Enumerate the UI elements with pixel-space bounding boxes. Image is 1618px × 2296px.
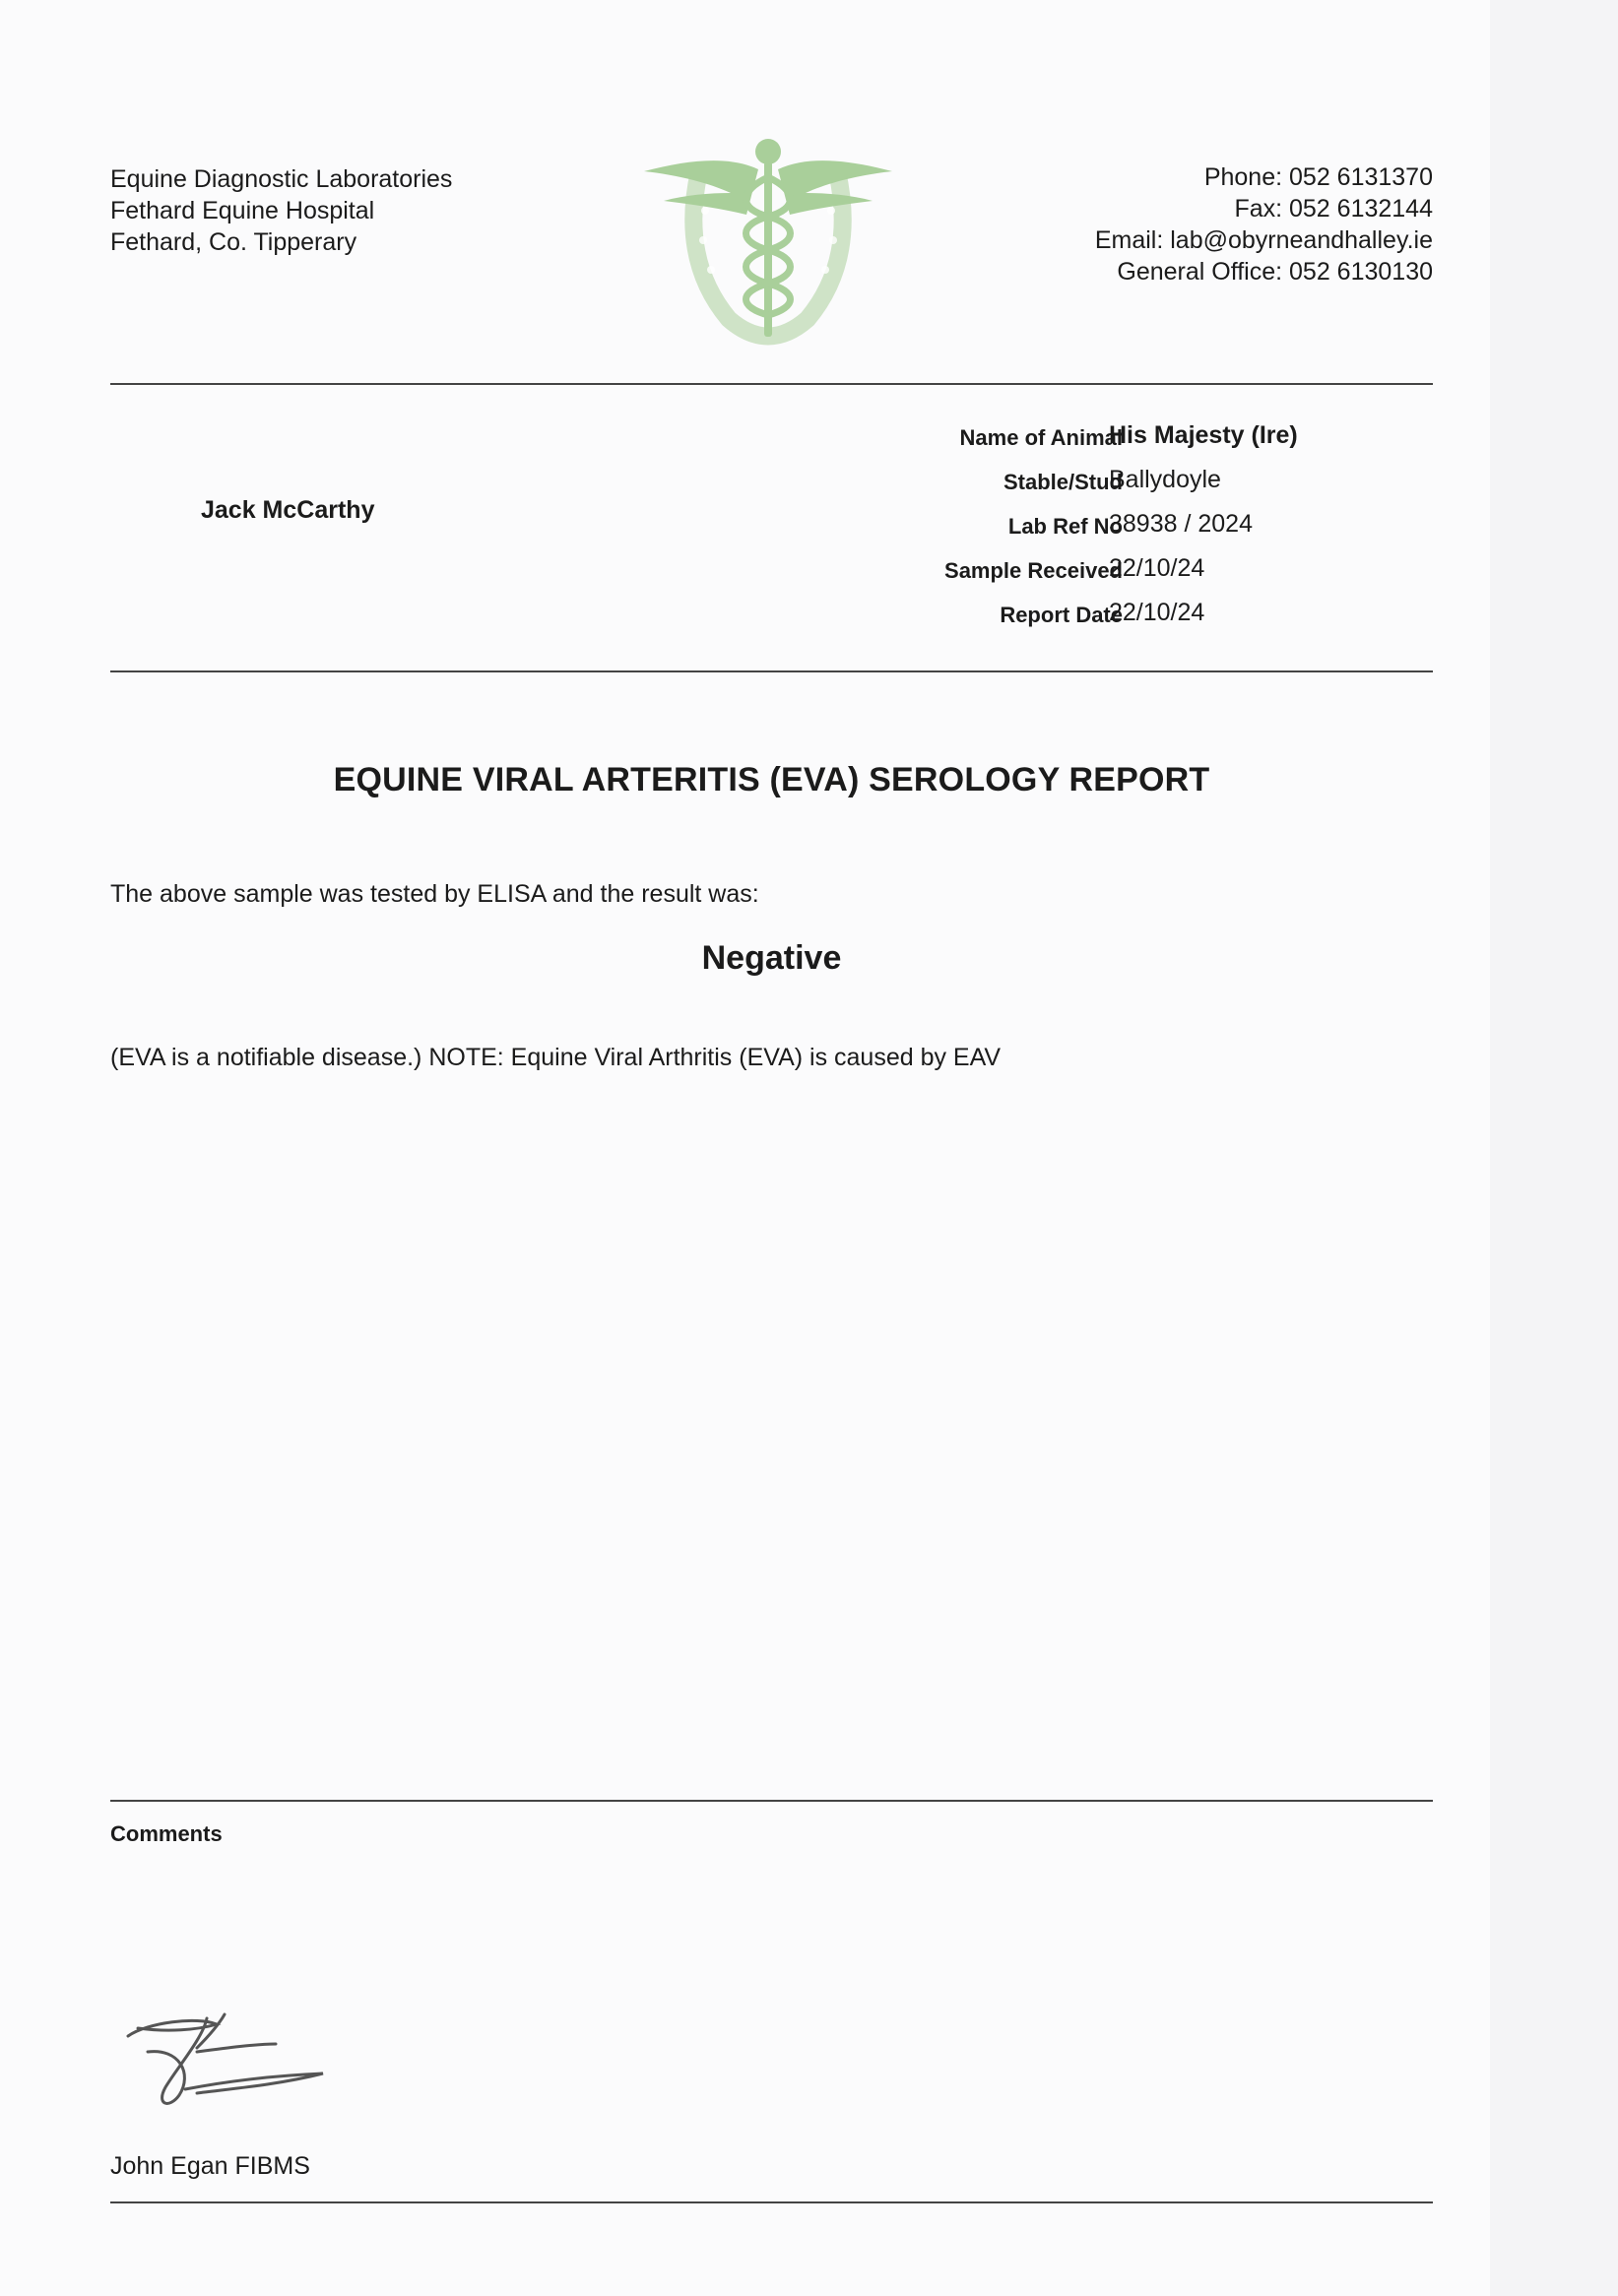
detail-value: His Majesty (Ire) xyxy=(1109,421,1298,449)
lab-hospital: Fethard Equine Hospital xyxy=(110,197,375,224)
detail-value: 22/10/24 xyxy=(1109,554,1205,582)
client-name: Jack McCarthy xyxy=(201,496,375,524)
detail-value: 38938 / 2024 xyxy=(1109,510,1253,538)
report-title: EQUINE VIRAL ARTERITIS (EVA) SEROLOGY REPORT xyxy=(333,761,1210,798)
lab-address xyxy=(110,163,452,258)
detail-label: Sample Received xyxy=(944,558,1123,583)
details-divider xyxy=(110,670,1433,672)
contact-fax: Fax: 052 6132144 xyxy=(1234,195,1433,223)
detail-label: Name of Animal xyxy=(959,425,1123,450)
lab-name: Equine Diagnostic Laboratories xyxy=(110,165,453,193)
report-intro: The above sample was tested by ELISA and the result was: xyxy=(110,880,759,908)
signer-name: John Egan FIBMS xyxy=(110,2152,310,2180)
contact-info xyxy=(985,161,1433,287)
contact-email: Email: lab@obyrneandhalley.ie xyxy=(1094,226,1433,254)
detail-label: Report Date xyxy=(1000,603,1123,627)
footer-divider xyxy=(110,2201,1433,2203)
caduceus-horseshoe-icon xyxy=(640,132,896,351)
test-result: Negative xyxy=(701,939,842,977)
report-note: (EVA is a notifiable disease.) NOTE: Equine Viral Arthritis (EVA) is caused by EAV xyxy=(110,1044,1002,1071)
lab-location: Fethard, Co. Tipperary xyxy=(110,228,357,256)
detail-value: Ballydoyle xyxy=(1109,466,1221,493)
comments-label: Comments xyxy=(110,1821,223,1846)
detail-label: Stable/Stud xyxy=(1003,470,1123,494)
detail-label: Lab Ref No xyxy=(1007,514,1123,539)
comments-divider xyxy=(110,1800,1433,1802)
contact-general-office: General Office: 052 6130130 xyxy=(1117,258,1433,286)
scan-edge xyxy=(1490,0,1618,2296)
signature-image xyxy=(108,2009,335,2117)
header-divider xyxy=(110,383,1433,385)
detail-value: 22/10/24 xyxy=(1109,599,1205,626)
contact-phone: Phone: 052 6131370 xyxy=(1203,163,1433,191)
